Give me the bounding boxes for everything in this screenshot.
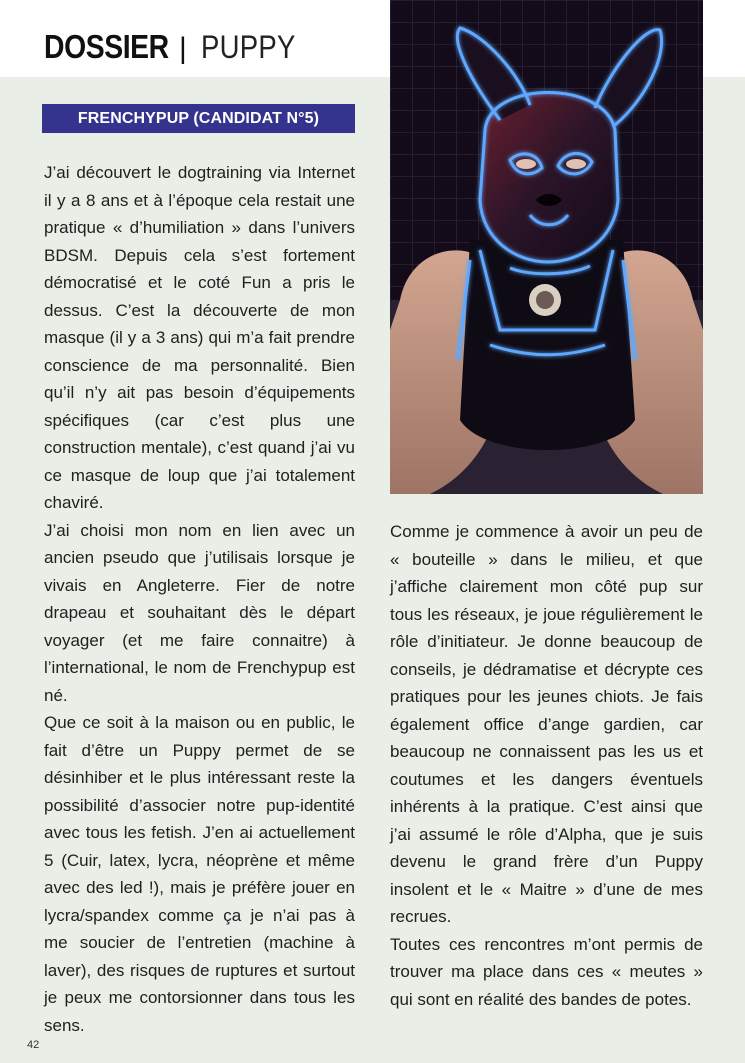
paragraph: Toutes ces rencontres m’ont permis de trouver ma place dans ces « meutes » qui sont en réalité des bandes de potes. <box>390 934 703 1009</box>
paragraph: Comme je commence à avoir un peu de « bouteille » dans le milieu, et que j’affiche clairement mon côté pup sur tous les réseaux, je joue régulièrement le rôle d’initiateur. Je donne beaucoup de conseils, je dédramatise et décrypte ces pratiques pour les jeunes chiots. Je fais également office d’ange gardien, car beaucoup ne connaissent pas les us et coutumes et les dangers éventuels inhérents à la pratique. C’est ainsi que j’ai assumé le rôle d’Alpha, que je suis devenu le grand frère d’un Puppy insolent et le « Maitre » d’une de mes recrues. <box>390 522 703 926</box>
article-left-column <box>44 159 355 1039</box>
paragraph: Que ce soit à la maison ou en public, le fait d’être un Puppy permet de se désinhiber et le plus intéressant reste la possibilité d’associer notre pup-identité avec tous les fetish. J’en ai actuellement 5 (Cuir, latex, lycra, néoprène et même avec des led !), mais je préfère jouer en lycra/spandex comme ça je n’ai pas à me soucier de l’entretien (machine à laver), des risques de ruptures et surtout je peux me contorsionner dans tous les sens. <box>44 713 355 1035</box>
page-number: 42 <box>27 1039 40 1051</box>
paragraph: J’ai choisi mon nom en lien avec un ancien pseudo que j’utilisais lorsque je vivais en Angleterre. Fier de notre drapeau et souhaitant dès le départ voyager (et me faire connaitre) à l’international, le nom de Frenchypup est né. <box>44 520 355 705</box>
paragraph: J’ai découvert le dogtraining via Internet il y a 8 ans et à l’époque cela restait une pratique « d’humiliation » dans l’univers BDSM. Depuis cela s’est fortement démocratisé et le coté Fun a pris le dessus. C’est la découverte de mon masque (il y a 3 ans) qui m’a fait prendre conscience de ma personnalité. Bien qu’il n’y ait pas besoin d’équipements spécifiques (car c’est plus une construction mentale), c’est quand j’ai vu ce masque de loup que j’ai totalement chaviré. <box>44 163 355 512</box>
puppy-mask-photo <box>390 0 703 494</box>
section-topic: PUPPY <box>200 29 296 65</box>
section-header <box>44 28 311 68</box>
photo-illustration <box>390 0 703 494</box>
candidate-banner: FRENCHYPUP (CANDIDAT N°5) <box>42 104 355 133</box>
title-separator: | <box>179 32 187 65</box>
article-right-column <box>390 518 703 1013</box>
section-title: DOSSIER <box>44 28 169 65</box>
